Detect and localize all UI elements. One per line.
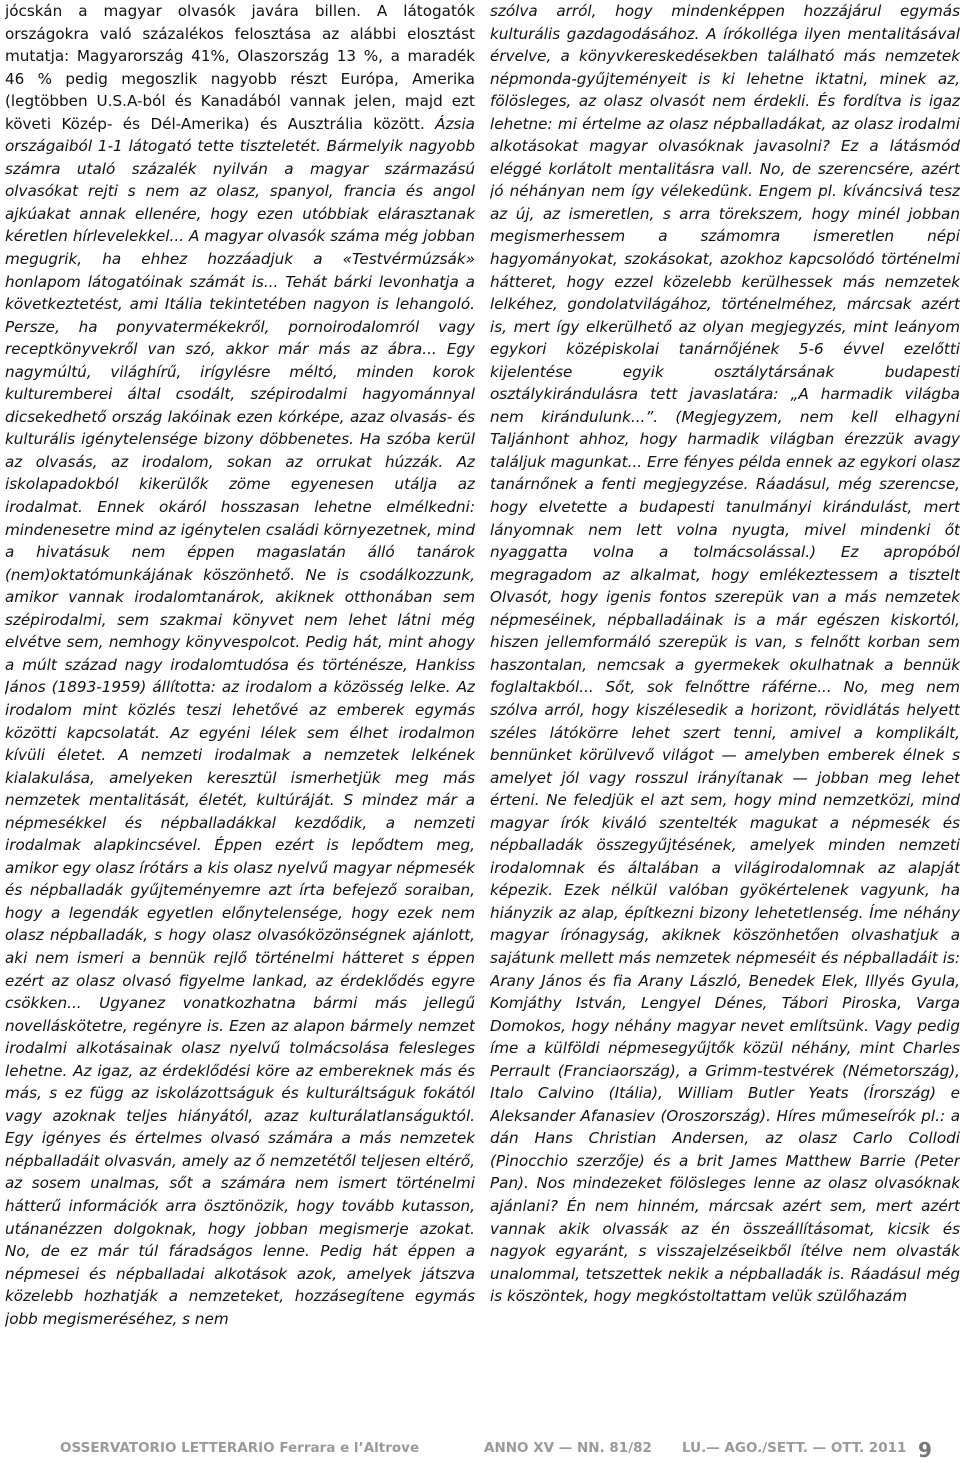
left-column-paragraph [5, 0, 475, 1330]
right-column-paragraph [490, 0, 960, 1308]
page-footer [0, 1434, 960, 1463]
footer-page-number: 9 [918, 1438, 932, 1462]
left-column-body-text: Ázsia országaiból 1-1 látogató tette tiszteletét. Bármelyik nagyobb számra utaló százalék nyilván a magyar származású olvasókat rejti s nem az olasz, spanyol, francia és angol ajkúakat annak ellenére, hogy ezen utóbbiak elárasztanak kéretlen hírlevelekkel... A magyar olvasók száma még jobban megugrik, ha ehhez hozzáadjuk a «Testvérmúzsák» honlapom látogatóinak számát is... Tehát bárki levonhatja a következtetést, ami Itália tekintetében nagyon is lehangoló. Persze, ha ponyvatermékekről, pornoirodalomról vagy receptkönyvekről van szó, akkor már más az ábra... Egy nagymúltú, világhírű, irígylésre méltó, minden korok kulturemberei által csodált, szépirodalmi hagyománnyal dicsekedhető ország lakóinak ezen kórképe, azaz olvasás- és kulturális igénytelensége bizony döbbenetes. Ha szóba kerül az olvasás, az irodalom, sokan az orrukat húzzák. Az iskolapadokból kikerülők zöme egyenesen utálja az irodalmat. Ennek okáról hosszasan lehetne elmélkedni: mindenesetre mind az igénytelen családi környezetnek, mind a hivatásuk nem éppen magaslatán álló tanárok (nem)oktatómunkájának köszönhető. Ne is csodálkozzunk, amikor vannak irodalomtanárok, akiknek otthonában sem szépirodalmi, sem szakmai könyvet nem lehet látni még elvétve sem, nemhogy könyvespolcot. Pedig hát, mint ahogy a múlt század nagy irodalomtudósa és történésze, Hankiss János (1893-1959) állította: az irodalom a közösség lelke. Az irodalom mint közlés teszi lehetővé az emberek egymás közötti kapcsolatát. Az egyéni lélek sem élhet irodalmon kívüli életet. A nemzeti irodalmak a nemzetek lelkének kialakulása, amelyeken keresztül ismerhetjük meg más nemzetek mentalitását, életét, kultúráját. S mindez már a népmesékkel és népballadákkal kezdődik, a nemzeti irodalmak alapkincsével. Éppen ezért is lepődtem meg, amikor egy olasz írótárs a kis olasz nyelvű magyar népmesék és népballadák gyűjteményemre azt írta befejező soraiban, hogy a legendák egyetlen előnytelensége, hogy ezek nem olasz népballadák, s hogy olasz olvasóközönségnek ajánlott, aki nem ismeri a bennük rejlő történelmi hátteret s éppen ezért az olasz olvasó figyelme lankad, az érdeklődés egyre csökken... Ugyanez vonatkozhatna bármi más jellegű novelláskötetre, regényre is. Ezen az alapon bármely nemzet irodalmi alkotásainak olasz nyelvű tolmácsolása felesleges lehetne. Az igaz, az érdeklődési köre az embereknek más és más, s ez függ az iskolázottságuk és kulturáltságuk fokától vagy azoknak teljes hiányától, azaz kulturálatlanságuktól. Egy igényes és értelmes olvasó számára a más nemzetek népballadáit olvasván, amely az ő nemzetétől teljesen eltérő, az sosem unalmas, sőt a számára nem ismert történelmi hátterű információk arra ösztönözik, hogy tovább kutasson, utánanézzen dolgoknak, hogy jobban megismerje azokat. No, de ez már túl fáradságos lenne. Pedig hát éppen a népmesei és népballadai alkotások azok, amelyek játszva közelebb hozhatják a nemzeteket, hozzásegítene egymás jobb megismeréséhez, s nem [5, 114, 475, 1328]
footer-journal-name: OSSERVATORIO LETTERARIO Ferrara e l’Altrove [60, 1440, 420, 1456]
footer-issue-number: ANNO XV — NN. 81/82 [484, 1440, 652, 1456]
left-column-intro-text: jócskán a magyar olvasók javára billen. A látogatók országokra való százalékos felosztása az alábbi elosztást mutatja: Magyarország 41%, Olaszország 13 %, a maradék 46 % pedig megoszlik nagyobb részt Európa, Amerika (legtöbben U.S.A-ból és Kanadából vannak jelen, majd ezt követi Közép- és Dél-Amerika) és Ausztrália között. [5, 2, 475, 133]
footer-issue-date: LU.— AGO./SETT. — OTT. 2011 [682, 1440, 907, 1456]
right-column-body-text: szólva arról, hogy mindenképpen hozzájárul egymás kulturális gazdagodásához. A írókolléga ilyen mentalitásával érvelve, a könyvkereskedésekben található más nemzetek népmonda-gyűjteményeit is ki lehetne iktatni, minek az, fölösleges, az olasz olvasót nem érdekli. És fordítva is igaz lehetne: mi értelme az olasz népballadákat, az olasz irodalmi alkotásokat magyar olvasóknak javasolni? Ez a látásmód eléggé korlátolt mentalitásra vall. No, de szerencsére, azért jó néhányan nem így vélekedünk. Engem pl. kíváncsivá tesz az új, az ismeretlen, s arra törekszem, hogy minél jobban megismerhessem a számomra ismeretlen népi hagyományokat, szokásokat, azokhoz kapcsolódó történelmi hátteret, hogy ezzel közelebb kerülhessek más nemzetek lelkéhez, gondolatvilágához, történelméhez, márcsak azért is, mert így elkerülhető az olyan megjegyzés, mint leányom egykori középiskolai tanárnőjének 5-6 évvel ezelőtti kijelentése egyik osztálytársának budapesti osztálykirándulásra tett javaslatára: „A harmadik világba nem kirándulunk...”. (Megjegyzem, nem kell elhagyni Taljánhont ahhoz, hogy harmadik világban érezzük avagy találjuk magunkat... Erre fényes példa ennek az egykori olasz tanárnőnek a fenti megjegyzése. Ráadásul, még szerencse, hogy elvetette a budapesti tanulmányi kirándulást, mert lányomnak nem lett volna nyugta, mivel mindenki őt nyaggatta volna a tolmácsolással.) Ez apropóból megragadom az alkalmat, hogy emlékeztessem a tisztelt Olvasót, hogy igenis fontos szerepük van a más nemzetek népmeséinek, népballadáinak is a már egészen kiskortól, hiszen jellemformáló szerepük is van, s felnőtt korban sem haszontalan, nemcsak a gyermekek okulhatnak a bennük foglaltakból... Sőt, sok felnőttre ráférne... No, meg nem szólva arról, hogy kiszélesedik a horizont, rövidlátás helyett széles látókörre lehet szert tenni, amivel a komplikált, bennünket körülvevő világot — amelyben emberek élnek s amelyet jól vagy rosszul irányítanak — jobban meg lehet érteni. Ne feledjük el azt sem, hogy mind nemzetközi, mind magyar írók kiváló szentelték magukat a népmesék és népballadák összegyűjtésének, amelyek minden nemzeti irodalomnak és általában a világirodalomnak az alapját képezik. Ezek nélkül valóban gyökértelenek vagyunk, ha hiányzik az alap, építkezni bizony lehetetlenség. Íme néhány magyar írónagyság, akiknek köszönhetően olvashatjuk a sajátunk mellett más nemzetek népmeséit és népballadáit is: Arany János és fia Arany László, Benedek Elek, Illyés Gyula, Komjáthy István, Lengyel Dénes, Tábori Piroska, Varga Domokos, hogy néhány magyar nevet említsünk. Vagy pedig íme a külföldi népmesegyűjtők közül néhány, mint Charles Perrault (Franciaország), a Grimm-testvérek (Németország), Italo Calvino (Itália), William Butler Yeats (Írország) e Aleksander Afanasiev (Oroszország). Híres műmeseírók pl.: a dán Hans Christian Andersen, az olasz Carlo Collodi (Pinocchio szerzője) és a brit James Matthew Barrie (Peter Pan). Nos mindezeket fölösleges lenne az olasz olvasóknak ajánlani? Én nem hinném, márcsak azért sem, mert azért vannak akik olvassák az én összeállításomat, kicsik és nagyok egyaránt, s visszajelzéseikből ítélve nem olvasták unalommal, tetszettek nekik a népballadák is. Ráadásul még is köszöntek, hogy megkóstoltattam velük szülőhazám [490, 2, 960, 1306]
left-text-column [5, 0, 475, 1432]
right-text-column [490, 0, 960, 1432]
